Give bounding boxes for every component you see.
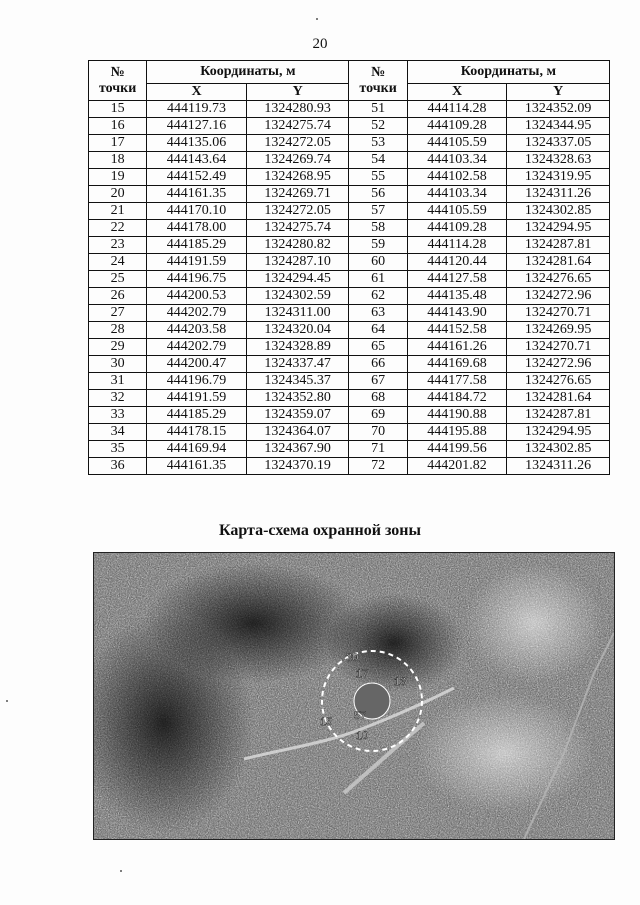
coord-y-cell: 1324287.10 [246, 254, 349, 271]
point-number-cell: 26 [89, 288, 147, 305]
coord-y-cell: 1324287.81 [507, 237, 610, 254]
header-point-number [89, 61, 147, 101]
protection-zone-map [93, 552, 615, 840]
point-number-cell: 61 [349, 271, 407, 288]
point-number-cell: 66 [349, 356, 407, 373]
point-number-cell: 22 [89, 220, 147, 237]
point-number-cell: 18 [89, 152, 147, 169]
header-coordinates: Координаты, м [147, 61, 349, 84]
coord-y-cell: 1324328.63 [507, 152, 610, 169]
coord-x-cell: 444195.88 [407, 424, 507, 441]
table-row [89, 339, 610, 356]
coord-x-cell: 444135.48 [407, 288, 507, 305]
point-number-cell: 60 [349, 254, 407, 271]
table-row [89, 322, 610, 339]
table-row [89, 390, 610, 407]
point-number-cell: 63 [349, 305, 407, 322]
coord-y-cell: 1324320.04 [246, 322, 349, 339]
point-number-cell: 30 [89, 356, 147, 373]
coord-x-cell: 444120.44 [407, 254, 507, 271]
header-point-number-2 [349, 61, 407, 101]
point-number-cell: 31 [89, 373, 147, 390]
header-coordinates-2: Координаты, м [407, 61, 609, 84]
point-number-cell: 34 [89, 424, 147, 441]
coord-y-cell: 1324311.00 [246, 305, 349, 322]
point-number-cell: 69 [349, 407, 407, 424]
coord-x-cell: 444202.79 [147, 339, 247, 356]
coord-x-cell: 444119.73 [147, 101, 247, 118]
point-number-cell: 33 [89, 407, 147, 424]
coord-x-cell: 444200.53 [147, 288, 247, 305]
point-number-cell: 20 [89, 186, 147, 203]
coord-x-cell: 444201.82 [407, 458, 507, 475]
point-number-cell: 32 [89, 390, 147, 407]
coord-y-cell: 1324275.74 [246, 118, 349, 135]
table-row [89, 441, 610, 458]
map-label: 17 [356, 668, 369, 680]
table-row [89, 288, 610, 305]
header-x-2: X [407, 84, 507, 101]
header-no-symbol: № [110, 64, 125, 80]
point-number-cell: 56 [349, 186, 407, 203]
map-label: 13 [394, 676, 407, 688]
header-no-symbol-2: № [371, 64, 386, 80]
coord-x-cell: 444161.26 [407, 339, 507, 356]
coordinates-body [89, 101, 610, 475]
point-number-cell: 70 [349, 424, 407, 441]
map-label: 57 [354, 710, 367, 722]
point-number-cell: 24 [89, 254, 147, 271]
aerial-map-image [94, 553, 614, 839]
coord-x-cell: 444185.29 [147, 407, 247, 424]
point-number-cell: 62 [349, 288, 407, 305]
coord-y-cell: 1324352.09 [507, 101, 610, 118]
coord-x-cell: 444191.59 [147, 390, 247, 407]
coord-y-cell: 1324269.74 [246, 152, 349, 169]
table-row [89, 118, 610, 135]
table-row [89, 373, 610, 390]
coord-y-cell: 1324270.71 [507, 339, 610, 356]
coord-y-cell: 1324281.64 [507, 254, 610, 271]
coord-x-cell: 444191.59 [147, 254, 247, 271]
map-label: 15 [320, 716, 333, 728]
table-row [89, 271, 610, 288]
coord-y-cell: 1324319.95 [507, 169, 610, 186]
coord-y-cell: 1324287.81 [507, 407, 610, 424]
coord-y-cell: 1324302.59 [246, 288, 349, 305]
coord-x-cell: 444161.35 [147, 186, 247, 203]
coord-y-cell: 1324294.45 [246, 271, 349, 288]
table-row [89, 101, 610, 118]
coord-y-cell: 1324352.80 [246, 390, 349, 407]
coord-x-cell: 444109.28 [407, 220, 507, 237]
coord-x-cell: 444114.28 [407, 101, 507, 118]
coord-y-cell: 1324270.71 [507, 305, 610, 322]
light-area [414, 693, 594, 813]
header-no-word: точки [98, 80, 137, 96]
point-number-cell: 17 [89, 135, 147, 152]
coord-y-cell: 1324359.07 [246, 407, 349, 424]
coord-x-cell: 444103.34 [407, 152, 507, 169]
header-no-word-2: точки [359, 80, 397, 96]
point-number-cell: 29 [89, 339, 147, 356]
point-number-cell: 71 [349, 441, 407, 458]
table-row [89, 135, 610, 152]
coord-y-cell: 1324276.65 [507, 373, 610, 390]
coord-x-cell: 444152.49 [147, 169, 247, 186]
point-number-cell: 15 [89, 101, 147, 118]
coord-x-cell: 444105.59 [407, 203, 507, 220]
table-row [89, 203, 610, 220]
coord-x-cell: 444143.90 [407, 305, 507, 322]
coord-x-cell: 444103.34 [407, 186, 507, 203]
point-number-cell: 55 [349, 169, 407, 186]
coord-x-cell: 444102.58 [407, 169, 507, 186]
table-row [89, 186, 610, 203]
table-row [89, 152, 610, 169]
point-number-cell: 58 [349, 220, 407, 237]
point-number-cell: 65 [349, 339, 407, 356]
coord-x-cell: 444169.68 [407, 356, 507, 373]
coord-y-cell: 1324281.64 [507, 390, 610, 407]
coord-x-cell: 444114.28 [407, 237, 507, 254]
coord-y-cell: 1324302.85 [507, 203, 610, 220]
point-number-cell: 28 [89, 322, 147, 339]
coord-y-cell: 1324344.95 [507, 118, 610, 135]
coord-y-cell: 1324294.95 [507, 220, 610, 237]
coord-x-cell: 444178.15 [147, 424, 247, 441]
coord-y-cell: 1324337.47 [246, 356, 349, 373]
point-number-cell: 36 [89, 458, 147, 475]
coord-x-cell: 444135.06 [147, 135, 247, 152]
header-y: Y [246, 84, 349, 101]
coordinates-table [88, 60, 610, 475]
point-number-cell: 67 [349, 373, 407, 390]
table-row [89, 407, 610, 424]
table-row [89, 169, 610, 186]
coord-x-cell: 444127.58 [407, 271, 507, 288]
coord-x-cell: 444178.00 [147, 220, 247, 237]
coord-y-cell: 1324364.07 [246, 424, 349, 441]
point-number-cell: 64 [349, 322, 407, 339]
coord-x-cell: 444199.56 [407, 441, 507, 458]
point-number-cell: 59 [349, 237, 407, 254]
coord-y-cell: 1324272.96 [507, 288, 610, 305]
coord-x-cell: 444202.79 [147, 305, 247, 322]
coord-y-cell: 1324280.82 [246, 237, 349, 254]
point-number-cell: 16 [89, 118, 147, 135]
point-number-cell: 23 [89, 237, 147, 254]
coord-x-cell: 444170.10 [147, 203, 247, 220]
map-caption: Карта-схема охранной зоны [218, 522, 422, 539]
scan-speck [6, 700, 8, 702]
point-number-cell: 54 [349, 152, 407, 169]
header-y-2: Y [507, 84, 610, 101]
coord-y-cell: 1324302.85 [507, 441, 610, 458]
point-number-cell: 53 [349, 135, 407, 152]
coord-x-cell: 444190.88 [407, 407, 507, 424]
point-number-cell: 72 [349, 458, 407, 475]
coord-y-cell: 1324269.95 [507, 322, 610, 339]
point-number-cell: 68 [349, 390, 407, 407]
header-x: X [147, 84, 247, 101]
coord-y-cell: 1324345.37 [246, 373, 349, 390]
coord-x-cell: 444203.58 [147, 322, 247, 339]
coord-x-cell: 444161.35 [147, 458, 247, 475]
point-number-cell: 52 [349, 118, 407, 135]
coord-x-cell: 444152.58 [407, 322, 507, 339]
coord-y-cell: 1324337.05 [507, 135, 610, 152]
coord-y-cell: 1324280.93 [246, 101, 349, 118]
coord-y-cell: 1324367.90 [246, 441, 349, 458]
point-number-cell: 25 [89, 271, 147, 288]
map-label: 10 [356, 730, 369, 742]
point-number-cell: 35 [89, 441, 147, 458]
coord-y-cell: 1324311.26 [507, 186, 610, 203]
coord-y-cell: 1324311.26 [507, 458, 610, 475]
point-number-cell: 51 [349, 101, 407, 118]
coord-x-cell: 444200.47 [147, 356, 247, 373]
coord-y-cell: 1324272.05 [246, 135, 349, 152]
coord-x-cell: 444196.79 [147, 373, 247, 390]
table-row [89, 356, 610, 373]
coord-y-cell: 1324272.96 [507, 356, 610, 373]
point-number-cell: 21 [89, 203, 147, 220]
light-area [464, 563, 604, 683]
table-row [89, 220, 610, 237]
coord-y-cell: 1324272.05 [246, 203, 349, 220]
coord-x-cell: 444184.72 [407, 390, 507, 407]
coord-x-cell: 444169.94 [147, 441, 247, 458]
coord-x-cell: 444105.59 [407, 135, 507, 152]
coord-x-cell: 444109.28 [407, 118, 507, 135]
coord-y-cell: 1324269.71 [246, 186, 349, 203]
coord-y-cell: 1324294.95 [507, 424, 610, 441]
point-number-cell: 27 [89, 305, 147, 322]
coord-y-cell: 1324268.95 [246, 169, 349, 186]
coord-y-cell: 1324276.65 [507, 271, 610, 288]
table-row [89, 254, 610, 271]
table-row [89, 237, 610, 254]
point-number-cell: 57 [349, 203, 407, 220]
scan-speck [120, 870, 122, 872]
table-row [89, 305, 610, 322]
scan-speck [316, 18, 318, 20]
coord-y-cell: 1324275.74 [246, 220, 349, 237]
coord-y-cell: 1324370.19 [246, 458, 349, 475]
table-row [89, 424, 610, 441]
coord-x-cell: 444196.75 [147, 271, 247, 288]
coord-x-cell: 444177.58 [407, 373, 507, 390]
coord-y-cell: 1324328.89 [246, 339, 349, 356]
point-number-cell: 19 [89, 169, 147, 186]
coord-x-cell: 444143.64 [147, 152, 247, 169]
page-number: 20 [312, 36, 328, 52]
map-label: 30 [346, 652, 359, 664]
coord-x-cell: 444127.16 [147, 118, 247, 135]
coord-x-cell: 444185.29 [147, 237, 247, 254]
table-row [89, 458, 610, 475]
